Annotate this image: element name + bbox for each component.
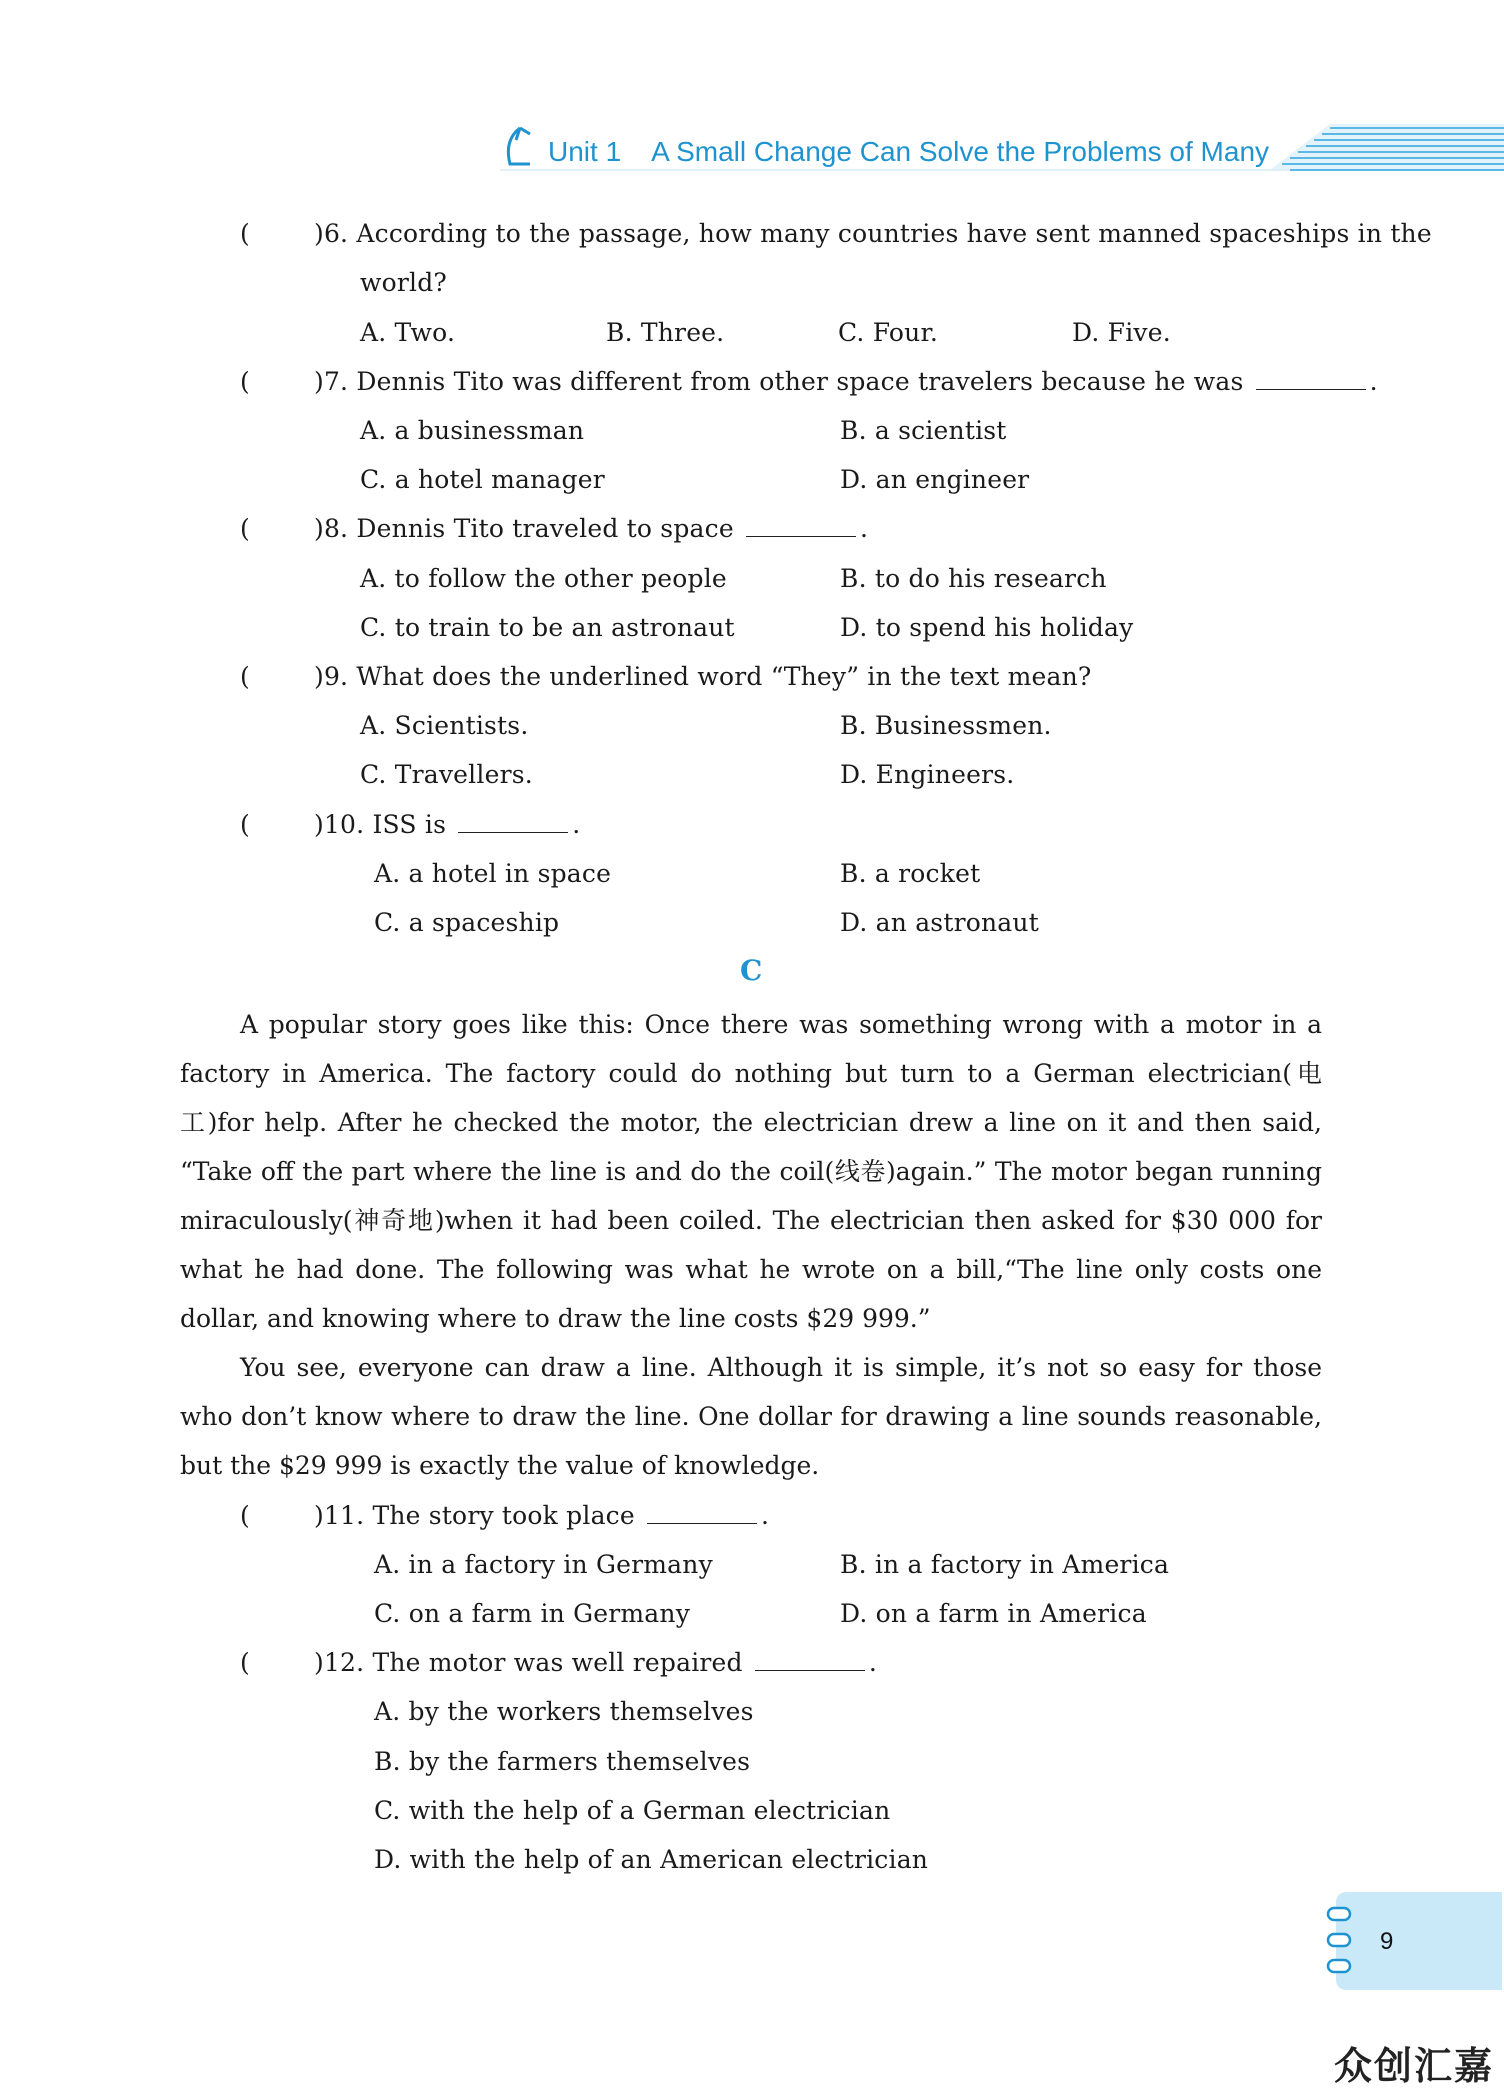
question-number: )8. xyxy=(314,514,349,543)
period: . xyxy=(1369,367,1378,396)
question-number: )11. xyxy=(314,1501,365,1530)
option: B. Businessmen. xyxy=(840,711,1052,740)
period: . xyxy=(860,514,869,543)
question-6-cont: world? xyxy=(360,268,448,297)
question-10 xyxy=(314,810,580,839)
option: C. a spaceship xyxy=(374,908,560,937)
answer-paren: ( xyxy=(240,219,250,248)
answer-blank xyxy=(458,812,568,833)
option: C. Four. xyxy=(838,318,939,347)
unit-number: Unit 1 xyxy=(548,136,622,167)
page-number-tab xyxy=(1336,1892,1502,1990)
option: A. Scientists. xyxy=(360,711,529,740)
answer-blank xyxy=(755,1650,865,1671)
question-stem: ISS is xyxy=(372,810,447,839)
unit-name: A Small Change Can Solve the Problems of Many xyxy=(651,136,1270,167)
period: . xyxy=(868,1648,878,1677)
question-number: )6. xyxy=(314,219,349,248)
option: B. Three. xyxy=(606,318,725,347)
option: D. an engineer xyxy=(840,465,1030,494)
option: C. Travellers. xyxy=(360,760,533,789)
option: D. an astronaut xyxy=(840,908,1039,937)
passage-paragraph-2 xyxy=(180,1343,1322,1490)
question-stem: Dennis Tito was different from other space travelers because he was xyxy=(356,367,1244,396)
option: B. a rocket xyxy=(840,859,981,888)
question-number: )9. xyxy=(314,662,349,691)
question-stem: What does the underlined word “They” in the text mean? xyxy=(356,662,1092,691)
option: D. to spend his holiday xyxy=(840,613,1134,642)
option: A. a hotel in space xyxy=(374,859,612,888)
period: . xyxy=(761,1501,770,1530)
question-stem: According to the passage, how many countries have sent manned spaceships in the xyxy=(356,219,1432,248)
option: B. in a factory in America xyxy=(840,1550,1170,1579)
period: . xyxy=(572,810,581,839)
answer-paren: ( xyxy=(240,1501,250,1530)
watermark-logo: 众创汇嘉 xyxy=(1333,2044,1494,2088)
answer-paren: ( xyxy=(240,367,250,396)
option: A. in a factory in Germany xyxy=(374,1550,713,1579)
answer-paren: ( xyxy=(240,662,250,691)
answer-paren: ( xyxy=(240,810,250,839)
answer-blank xyxy=(1256,369,1366,390)
option: C. a hotel manager xyxy=(360,465,605,494)
question-number: )7. xyxy=(314,367,349,396)
option: B. a scientist xyxy=(840,416,1007,445)
question-number: )12. xyxy=(314,1648,365,1677)
option: C. to train to be an astronaut xyxy=(360,613,735,642)
answer-blank xyxy=(647,1503,757,1524)
question-6 xyxy=(314,219,1432,248)
header-decoration xyxy=(0,0,1504,200)
section-heading: C xyxy=(740,954,763,987)
binder-rings-icon xyxy=(1322,1892,1362,1990)
answer-blank xyxy=(746,516,856,537)
paragraph-text: You see, everyone can draw a line. Although it is simple, it’s not so easy for those who don’t know where to draw the line. One dollar for drawing a line sounds reasonable, but the $29 999 is exactly the value of knowledge. xyxy=(180,1353,1322,1480)
question-7 xyxy=(314,367,1378,396)
page-number: 9 xyxy=(1380,1928,1394,1955)
option: C. with the help of a German electrician xyxy=(374,1796,891,1825)
question-9 xyxy=(314,662,1092,691)
option: A. Two. xyxy=(360,318,456,347)
question-stem: Dennis Tito traveled to space xyxy=(356,514,734,543)
option: D. with the help of an American electrician xyxy=(374,1845,929,1874)
question-8 xyxy=(314,514,868,543)
option: D. Five. xyxy=(1072,318,1171,347)
option: B. to do his research xyxy=(840,564,1107,593)
paragraph-text: A popular story goes like this: Once there was something wrong with a motor in a factory in America. The factory could do nothing but turn to a German electrician(电工)for help. After he checked the motor, the electrician drew a line on it and then said, “Take off the part where the line is and do the coil(线卷)again.” The motor began running miraculously(神奇地)when it had been coiled. The electrician then asked for $30 000 for what he had done. The following was what he wrote on a bill,“The line only costs one dollar, and knowing where to draw the line costs $29 999.” xyxy=(180,1010,1322,1333)
answer-paren: ( xyxy=(240,514,250,543)
option: D. on a farm in America xyxy=(840,1599,1147,1628)
page-header xyxy=(0,0,1504,200)
option: A. a businessman xyxy=(360,416,585,445)
option: A. by the workers themselves xyxy=(374,1697,754,1726)
option: C. on a farm in Germany xyxy=(374,1599,691,1628)
question-11 xyxy=(314,1501,769,1530)
option: D. Engineers. xyxy=(840,760,1015,789)
option: B. by the farmers themselves xyxy=(374,1747,751,1776)
question-12 xyxy=(314,1648,877,1677)
question-stem: The motor was well repaired xyxy=(372,1648,743,1677)
passage-paragraph-1 xyxy=(180,1000,1322,1343)
option: A. to follow the other people xyxy=(360,564,727,593)
question-number: )10. xyxy=(314,810,365,839)
unit-title xyxy=(548,136,1269,168)
answer-paren: ( xyxy=(240,1648,250,1677)
question-stem: The story took place xyxy=(372,1501,635,1530)
